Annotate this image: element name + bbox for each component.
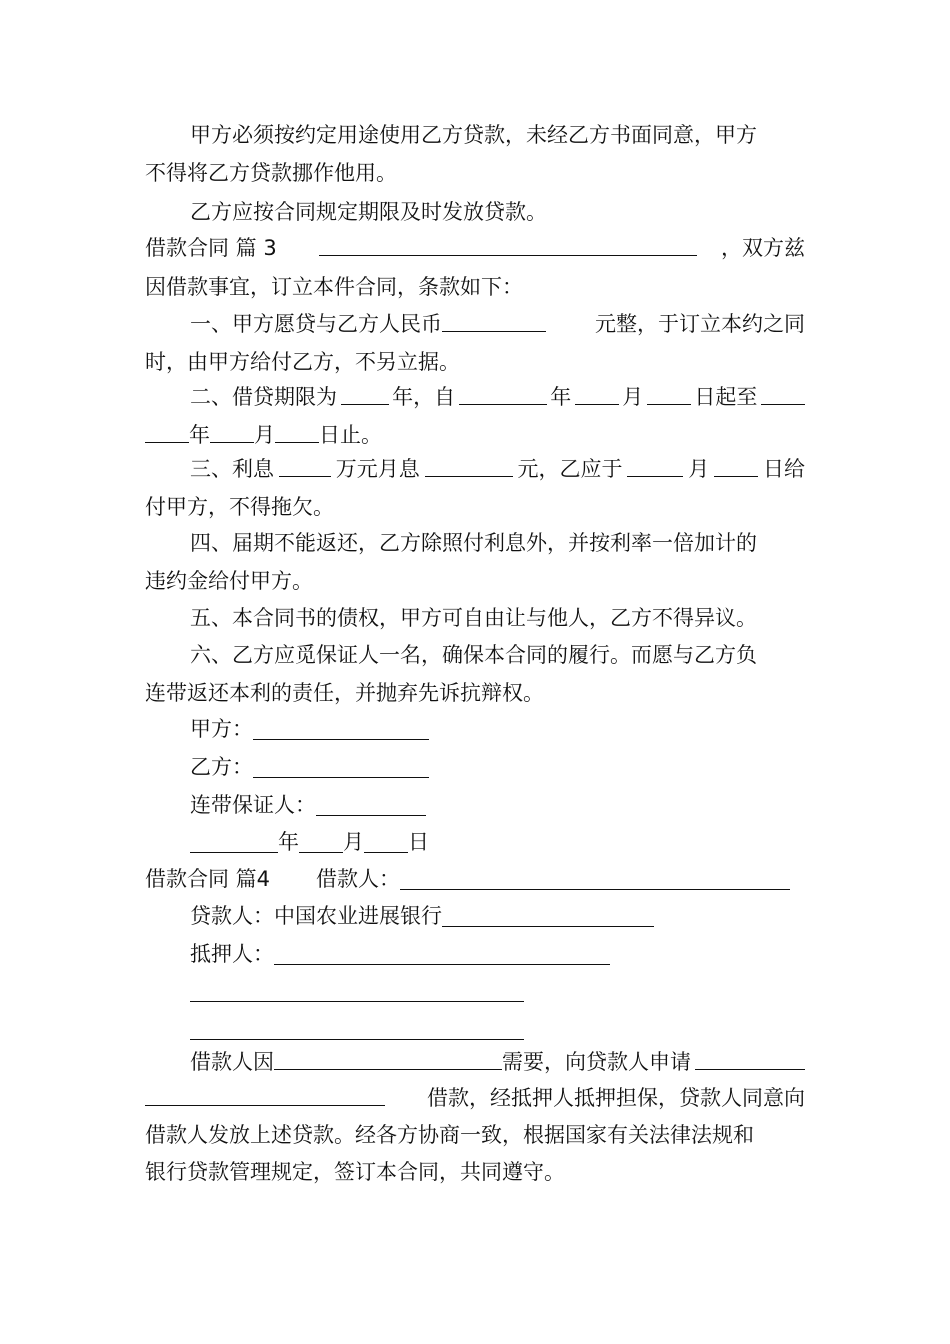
signature-blank (253, 717, 429, 740)
text-fragment: 三、利息 (190, 457, 274, 481)
text-line: 六、乙方应觅保证人一名，确保本合同的履行。而愿与乙方负 (190, 643, 757, 667)
amount-blank (442, 309, 546, 332)
text-fragment: 日起至 (694, 385, 758, 409)
label: 借款人： (316, 867, 401, 891)
mortgagor-line (190, 939, 610, 969)
party-b-signature (190, 752, 429, 782)
text-line: 甲方必须按约定用途使用乙方贷款，未经乙方书面同意，甲方 (190, 123, 757, 147)
text-fragment: 年 (189, 423, 210, 447)
text-line: 连带返还本利的责任，并抛弃先诉抗辩权。 (145, 681, 544, 705)
label: 贷款人：中国农业进展银行 (190, 904, 442, 928)
blank-line (190, 976, 524, 1006)
text-line: 时，由甲方给付乙方，不另立据。 (145, 350, 460, 374)
blank-field (459, 382, 547, 405)
text-line: 乙方应按合同规定期限及时发放贷款。 (190, 200, 547, 224)
text-line: 付甲方，不得拖欠。 (145, 495, 334, 519)
text-fragment: 元，乙应于 (517, 457, 623, 481)
label: 乙方： (190, 755, 253, 779)
blank-field (190, 979, 524, 1002)
clause-2-line (190, 382, 805, 412)
lender-line (190, 901, 654, 931)
clause-3-line (190, 454, 805, 484)
section-heading-4 (145, 864, 790, 894)
text-line: 四、届期不能返还，乙方除照付利息外，并按利率一倍加计的 (190, 531, 757, 555)
blank-field (647, 382, 691, 405)
borrower-blank (400, 867, 790, 890)
section-heading-3 (145, 233, 805, 263)
text-fragment: 月 (622, 385, 644, 409)
text-line: 借款人发放上述贷款。经各方协商一致，根据国家有关法律法规和 (145, 1123, 754, 1147)
blank-line (190, 1014, 524, 1044)
mortgagor-blank (274, 942, 610, 965)
month-blank (299, 830, 343, 853)
text-fragment: 一、甲方愿贷与乙方人民币 (190, 312, 442, 336)
text-fragment: 日 (408, 830, 429, 854)
blank-field (145, 420, 189, 443)
text-fragment: 年，自 (392, 385, 456, 409)
text-fragment: 二、借贷期限为 (190, 385, 337, 409)
text-fragment: 年 (278, 830, 299, 854)
text-fragment: 万元月息 (335, 457, 420, 481)
text-fragment: 借款，经抵押人抵押担保，贷款人同意向 (427, 1086, 805, 1110)
blank-field (275, 420, 319, 443)
blank-field (575, 382, 619, 405)
blank-field (210, 420, 254, 443)
party-a-signature (190, 714, 429, 744)
heading-title: 借款合同 篇 3 (145, 236, 277, 260)
text-fragment: 日给 (763, 457, 805, 481)
text-fragment: 需要，向贷款人申请 (502, 1050, 691, 1074)
date-line (190, 827, 429, 857)
label: 抵押人： (190, 942, 274, 966)
loan-purpose-line (190, 1047, 805, 1077)
text-fragment: 月 (254, 423, 275, 447)
signature-blank (316, 793, 426, 816)
text-line: 五、本合同书的债权，甲方可自由让与他人，乙方不得异议。 (190, 606, 757, 630)
day-blank (364, 830, 408, 853)
blank-field (695, 1047, 805, 1070)
text-line: 因借款事宜，订立本件合同，条款如下： (145, 275, 523, 299)
guarantor-signature (190, 790, 426, 820)
heading-title: 借款合同 篇4 (145, 867, 271, 891)
label: 甲方： (190, 717, 253, 741)
blank-field (442, 904, 654, 927)
text-fragment: ，双方兹 (721, 236, 805, 260)
text-line: 违约金给付甲方。 (145, 569, 313, 593)
text-fragment: 日止。 (319, 423, 382, 447)
clause-1-line (190, 309, 805, 339)
clause-2-line-2 (145, 420, 382, 450)
blank-field (627, 454, 683, 477)
blank-field (319, 233, 697, 256)
year-blank (190, 830, 278, 853)
blank-field (190, 1017, 524, 1040)
text-line: 不得将乙方贷款挪作他用。 (145, 161, 397, 185)
signature-blank (253, 755, 429, 778)
text-fragment: 元整，于订立本约之同 (595, 312, 805, 336)
label: 连带保证人： (190, 793, 316, 817)
blank-field (279, 454, 331, 477)
text-line: 银行贷款管理规定，签订本合同，共同遵守。 (145, 1160, 565, 1184)
text-fragment: 月 (688, 457, 710, 481)
blank-field (145, 1083, 385, 1106)
blank-field (425, 454, 513, 477)
loan-amount-line (145, 1083, 805, 1113)
blank-field (341, 382, 389, 405)
blank-field (274, 1047, 502, 1070)
text-fragment: 年 (550, 385, 572, 409)
blank-field (761, 382, 805, 405)
text-fragment: 借款人因 (190, 1050, 274, 1074)
text-fragment: 月 (343, 830, 364, 854)
blank-field (714, 454, 758, 477)
